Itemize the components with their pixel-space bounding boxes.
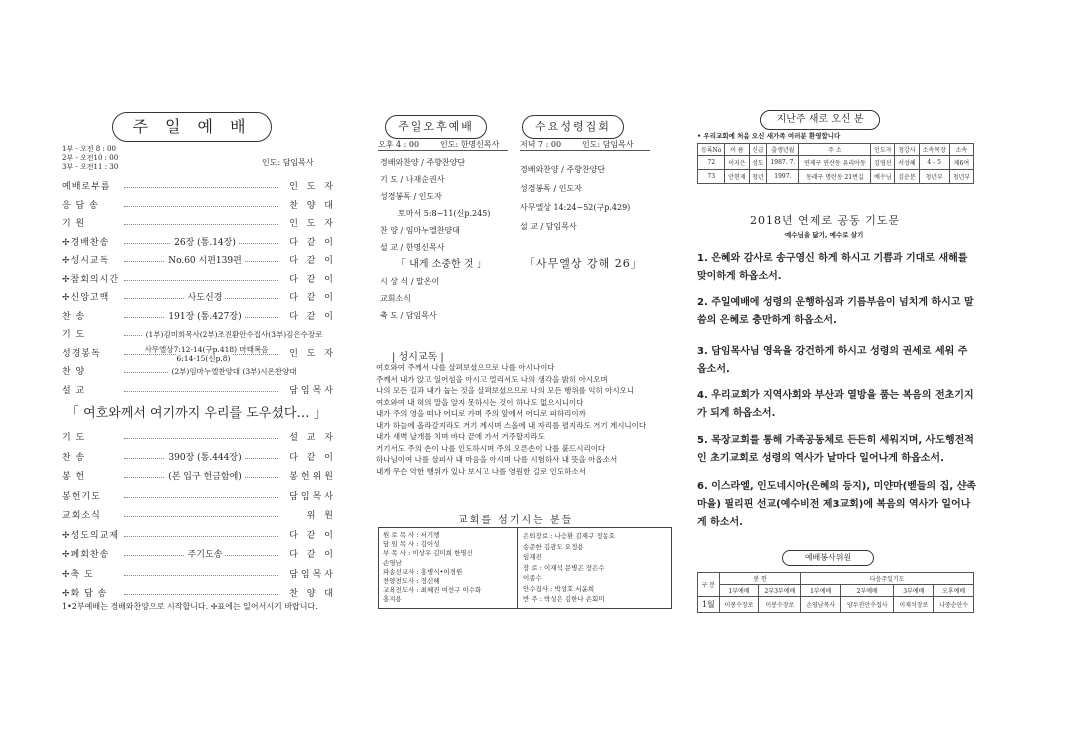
dotted-leader [124, 391, 278, 392]
worship-row [62, 431, 336, 445]
table-cell: 성도 [749, 156, 767, 170]
row-leader: 다 같 이 [289, 311, 336, 322]
row-detail [132, 470, 278, 484]
row-leader: 다 같 이 [289, 274, 336, 285]
row-detail-text: 주기도송 [185, 550, 226, 560]
row-detail-text: 사무엘상7:12-14(구p.418) 마태복음6:14-15(신p.8) [142, 345, 269, 363]
row-detail [132, 365, 336, 379]
responsive-lines-line: 하나님이여 나를 살피사 내 마음을 아시며 나를 시험하사 내 뜻을 아옵소서 [376, 455, 618, 464]
time-3: 3부 - 오전11 : 30 [62, 163, 119, 171]
wednesday-service-title: 수요성령집회 [522, 115, 624, 139]
responsive-lines-line: 주께서 내가 앉고 일어섬을 아시고 멀리서도 나의 생각을 밝히 아시오며 [376, 374, 608, 384]
serv-left-line: 홍지용 [383, 595, 402, 604]
row-leader: 담임목사 [289, 385, 336, 396]
servants-divider [517, 528, 518, 608]
row-leader: 다 같 이 [289, 293, 336, 303]
table-cell: 안현재 [725, 170, 749, 184]
responsive-lines-line: 여호와여 주께서 나를 살펴보셨으므로 나를 아시나이다 [376, 363, 555, 372]
row-label: 찬 송 [62, 452, 86, 463]
afternoon-lines-line: 시 상 식 / 말온이 [380, 277, 440, 286]
table-cell: 73 [698, 170, 725, 184]
row-detail-text: 390장 (통.444장) [165, 453, 244, 463]
subheader-cell: 2부예배 [841, 585, 894, 597]
row-leader: 다 같 이 [289, 530, 336, 541]
header-cell: 등록No [698, 144, 725, 156]
wednesday-header [520, 140, 650, 151]
row-label: ✢축 도 [62, 569, 94, 580]
row-detail-text: No.60 시편139편 [165, 256, 245, 266]
afternoon-lines-line: 찬 양 / 임마누엘찬양대 [380, 226, 460, 235]
wednesday-lines-line: 설 교 / 담임목사 [520, 222, 577, 231]
header-cell: 봉 헌 [719, 573, 801, 585]
worship-row [62, 254, 336, 268]
subheader-cell: 3부예배 [894, 585, 934, 597]
table-cell: 김영선 [871, 156, 895, 170]
afternoon-lines-line: 축 도 / 담임목사 [380, 311, 437, 320]
table-cell: 예수님 [871, 170, 895, 184]
serv-right-line: 반 주 : 박성은 김한나 손회미 [523, 595, 605, 603]
header-cell: 이 름 [725, 144, 749, 156]
subheader-cell: 1부예배 [801, 585, 841, 597]
worship-row [62, 273, 336, 287]
worship-note: 1•2부예배는 경배와찬양으로 시작합니다. ✢표에는 일어서시기 바랍니다. [62, 602, 318, 611]
serv-left-line: 원 로 목 사 : 서기행 [383, 531, 440, 539]
row-label: 예배로부름 [62, 182, 111, 192]
row-detail [132, 328, 336, 342]
wednesday-order [520, 160, 660, 236]
row-label: 설 교 [62, 385, 86, 396]
servants-title: 교회를 섬기시는 분들 [458, 515, 574, 526]
table-cell: 이재석장로 [894, 597, 934, 613]
row-leader: 다 같 이 [289, 550, 336, 560]
newcomers-table [697, 143, 974, 184]
row-detail [132, 548, 278, 562]
worship-row [62, 490, 336, 504]
table-cell: 72 [698, 156, 725, 170]
row-label: 응 답 송 [62, 200, 99, 211]
dotted-leader [124, 280, 278, 281]
responsive-lines-line: 여호와여 내 혀의 말을 알지 못하시는 것이 하나도 없으시니이다 [376, 397, 584, 407]
newcomers-title: 지난주 새로 오신 분 [760, 110, 880, 130]
row-label: 기 도 [62, 330, 86, 340]
row-leader: 인 도 자 [289, 219, 336, 229]
row-label: 찬 송 [62, 311, 86, 322]
afternoon-lines-line: 설 교 / 한명신목사 [380, 243, 445, 252]
row-label: 기 원 [62, 219, 86, 229]
serv-right-line: 임재진 [523, 553, 542, 561]
header-cell: 인도자 [871, 144, 895, 156]
row-leader: 찬 양 대 [289, 589, 336, 599]
row-detail-text: 26장 (통.14장) [171, 238, 239, 248]
table-row [698, 597, 974, 613]
row-label: ✢경배찬송 [62, 237, 110, 248]
dotted-leader [124, 536, 278, 537]
newcomers-header-row [698, 144, 974, 156]
row-label: ✢폐회찬송 [62, 550, 110, 560]
afternoon-time: 오후 4 : 00 [378, 140, 420, 149]
table-cell: 손영남목사 [801, 597, 841, 613]
worship-row [62, 470, 336, 484]
row-leader: 찬 양 대 [289, 200, 336, 211]
servants-right [523, 531, 668, 605]
row-label: ✢신앙고백 [62, 293, 110, 303]
prayer-item: 2. 주일예배에 성령의 운행하심과 기름부음이 넘치게 하시고 말씀의 은혜로 충만하게 하옵소서. [697, 297, 974, 326]
row-detail-text: (2부)임마누엘찬양대 (3부)시온찬양대 [168, 367, 299, 376]
header-cell: 다음주일기도 [801, 573, 974, 585]
row-detail [132, 254, 278, 268]
afternoon-lines-line: 「 내게 소중한 것 」 [396, 259, 487, 270]
dotted-leader [124, 187, 278, 188]
table-cell: 김순분 [895, 170, 919, 184]
responsive-lines-line: 거기서도 주의 손이 나를 인도하시며 주의 오른손이 나를 붙드시리이다 [376, 443, 606, 453]
sunday-service-title: 주 일 예 배 [112, 112, 272, 142]
prayer-item: 6. 이스라엘, 인도네시아(은혜의 등지), 미얀마(벧들의 집, 샨족마을) 필리핀 선교(예수비전 제3교회)에 복음의 역사가 일어나게 하소서. [697, 481, 976, 528]
dotted-leader [124, 224, 278, 225]
table-cell: 1987. 7. [767, 156, 799, 170]
wednesday-lines-line: 사무엘상 14:24~52(구p.429) [520, 203, 631, 212]
serv-right-line: 장 로 : 이재석 문병곤 장은수 [523, 563, 605, 572]
dotted-leader [124, 594, 278, 595]
responsive-lines-line: 나의 모든 길과 내가 눕는 것을 살펴보셨으므로 나의 모든 행위를 익히 아시오니 [376, 386, 635, 395]
row-label: 기 도 [62, 433, 86, 443]
responsive-lines-line: 내가 하늘에 올라갈지라도 거기 계시며 스올에 내 자리를 펼지라도 거기 계시니이다 [376, 420, 647, 430]
header-cell: 신급 [749, 144, 767, 156]
serv-right-line: 안수집사 : 박성호 서윤희 [523, 584, 595, 593]
responsive-lines-line: 내게 무슨 악한 행위가 있나 보시고 나를 영원한 길로 인도하소서 [376, 466, 586, 476]
worship-row [62, 328, 336, 342]
table-cell: 이봉수장로 [759, 597, 801, 613]
row-detail-text: (1부)김미희목사(2부)조진환안수집사(3부)김은수장로 [143, 330, 326, 339]
worship-row [62, 451, 336, 465]
dotted-leader [124, 497, 278, 498]
table-cell: 청년 [749, 170, 767, 184]
responsive-reading [376, 362, 676, 477]
table-cell: 이지은 [725, 156, 749, 170]
header-cell: 구 분 [698, 573, 720, 597]
row-leader: 담임목사 [289, 569, 336, 580]
row-detail [132, 451, 278, 465]
row-leader: 인 도 자 [289, 182, 336, 192]
service-times [62, 145, 118, 172]
prayer-item: 1. 은혜와 감사로 송구영신 하게 하시고 기쁨과 기대로 새해를 맞이하게 하옵소서. [697, 253, 968, 282]
servants-left [383, 531, 513, 605]
dotted-leader [124, 516, 278, 517]
worship-row [62, 384, 336, 398]
table-cell: 연제구 연산동 유리아동 [799, 156, 871, 170]
worship-row [62, 310, 336, 324]
row-detail-text: 191장 (통.427장) [165, 312, 244, 322]
header-cell: 주 소 [799, 144, 871, 156]
table-row [698, 156, 974, 170]
worship-row [62, 180, 336, 194]
prayer-item: 5. 목장교회를 통해 가족공동체로 든든히 세워지며, 사도행전적인 초기교회로 성령의 역사가 날마다 일어나게 하옵소서. [697, 435, 974, 464]
row-label: ✢화 답 송 [62, 589, 108, 599]
responsive-reading-title: | 성시교독 | [392, 352, 444, 363]
row-label: ✢참회의시간 [62, 274, 120, 285]
worship-row [62, 291, 336, 305]
dotted-leader [124, 575, 278, 576]
row-leader: 위 원 [306, 511, 336, 521]
table-cell: 이봉수장로 [719, 597, 759, 613]
month-cell: 1월 [698, 597, 720, 613]
subheader-cell: 2부3부예배 [759, 585, 801, 597]
row-label: 교회소식 [62, 511, 101, 521]
row-detail [132, 291, 278, 305]
worship-row [62, 217, 336, 231]
wednesday-lines-line: 성경봉독 / 인도자 [520, 184, 582, 193]
worship-row [62, 365, 336, 379]
row-leader: 다 같 이 [289, 452, 336, 463]
afternoon-service-title: 주일오후예배 [385, 115, 487, 139]
serv-right-line: 은퇴장로 : 나승환 김재구 정동호 [523, 532, 616, 540]
table-cell: 제6여 [949, 156, 973, 170]
row-leader: 다 같 이 [289, 256, 336, 266]
servants-box [378, 527, 672, 609]
time-2: 2부 - 오전10 : 00 [62, 154, 119, 162]
serv-right-line: 이종수 [523, 574, 542, 582]
responsive-lines-line: 내가 주의 영을 떠나 어디로 가며 주의 앞에서 어디로 피하리이까 [376, 409, 586, 418]
wednesday-series: 「사무엘상 강해 26」 [524, 257, 643, 270]
presider: 인도: 담임목사 [262, 158, 314, 167]
serv-left-line: 부 목 사 : 이상우 김미희 한명신 [383, 549, 473, 558]
time-1: 1부 - 오전 8 : 00 [62, 145, 116, 153]
wednesday-lines-line: 경배와찬양 / 주향찬양단 [520, 165, 606, 174]
afternoon-leader: 인도: 한명신목사 [440, 140, 500, 149]
serv-left-line: 찬양전도사 : 정신혜 [383, 577, 440, 586]
row-label: 찬 양 [62, 367, 86, 377]
table-cell: 나중순안수 [934, 597, 974, 613]
wednesday-time: 저녁 7 : 00 [520, 140, 562, 149]
worship-row [62, 587, 336, 601]
afternoon-lines-line: 토마서 5:8~11(신p.245) [398, 209, 491, 218]
afternoon-lines-line: 교회소식 [380, 294, 411, 303]
dotted-leader [124, 438, 278, 439]
header-cell: 출생년월 [767, 144, 799, 156]
afternoon-header [378, 140, 508, 151]
row-detail-text: 사도신경 [185, 293, 226, 303]
worship-row [62, 199, 336, 213]
row-leader: 인 도 자 [289, 348, 336, 359]
responsive-lines-line: 내가 새벽 날개를 치며 바다 끝에 가서 거주할지라도 [376, 432, 545, 441]
prayer-item: 3. 담임목사님 영육을 강건하게 하시고 성령의 권세로 세워 주옵소서. [697, 346, 968, 375]
worship-row [62, 548, 336, 562]
worship-row [62, 568, 336, 582]
prayer-subtitle: 예수님을 닮기, 예수로 살기 [785, 231, 864, 239]
table-cell: 양두진안수집사 [841, 597, 894, 613]
worship-row [62, 344, 336, 363]
header-cell: 소속 [949, 144, 973, 156]
table-cell: 청년부 [949, 170, 973, 184]
table-cell: 4 - 5 [919, 156, 949, 170]
table-cell: 서성혜 [895, 156, 919, 170]
row-detail [132, 310, 278, 324]
subheader-cell: 1부예배 [719, 585, 759, 597]
row-leader: 다 같 이 [289, 237, 336, 248]
table-row [698, 170, 974, 184]
serv-left-line: 교육전도사 : 최혜진 여선구 이수화 [383, 586, 482, 595]
table-cell: 1997. [767, 170, 799, 184]
row-leader: 봉헌위원 [289, 472, 336, 482]
subheader-cell: 오후예배 [934, 585, 974, 597]
serv-left-line: 담 임 목 사 : 김이성 [383, 540, 440, 549]
row-leader: 담임목사 [289, 491, 336, 502]
table-cell: 청년부 [919, 170, 949, 184]
afternoon-lines-line: 성경봉독 / 인도자 [380, 192, 442, 201]
row-leader: 설 교 자 [289, 433, 336, 443]
service-committee-table [697, 572, 974, 613]
row-detail [132, 236, 278, 250]
row-label: 봉헌기도 [62, 491, 101, 502]
afternoon-lines-line: 경배와찬양 / 주향찬양단 [380, 158, 466, 167]
worship-row [62, 509, 336, 523]
row-detail [132, 345, 278, 363]
prayer-title: 2018년 연제로 공동 기도문 [750, 214, 901, 227]
table-cell: 동래구 명란동 21번길 [799, 170, 871, 184]
row-label: ✢성시교독 [62, 256, 110, 266]
serv-left-line: 파송선교사 : 홍병식•이경원 [383, 567, 463, 576]
row-detail-text: (본 입구 헌금함에) [165, 472, 245, 482]
prayer-item: 4. 우리교회가 지역사회와 부산과 열방을 품는 복음의 전초기지가 되게 하옵소서. [697, 390, 974, 419]
service-committee-title: 예배봉사위원 [782, 550, 874, 566]
serv-left-line: 손영남 [383, 558, 402, 567]
header-cell: 소속목장 [919, 144, 949, 156]
subheader-row [698, 585, 974, 597]
afternoon-lines-line: 기 도 / 나재순권사 [380, 175, 445, 184]
row-label: 봉 헌 [62, 472, 86, 482]
afternoon-order [380, 154, 510, 324]
newcomers-welcome: • 우리교회에 처음 오신 새가족 여러분 환영합니다 [697, 132, 841, 140]
worship-row [62, 236, 336, 250]
serv-right-line: 송준한 김광도 오정용 [523, 542, 584, 551]
wednesday-leader: 인도: 담임목사 [582, 140, 634, 149]
row-label: ✢성도의교제 [62, 530, 120, 541]
header-cell: 청강사 [895, 144, 919, 156]
row-label: 성경봉독 [62, 348, 101, 359]
worship-row [62, 529, 336, 543]
dotted-leader [124, 206, 278, 207]
sermon-title: 「 여호와께서 여기까지 우리를 도우셨다… 」 [66, 406, 327, 421]
